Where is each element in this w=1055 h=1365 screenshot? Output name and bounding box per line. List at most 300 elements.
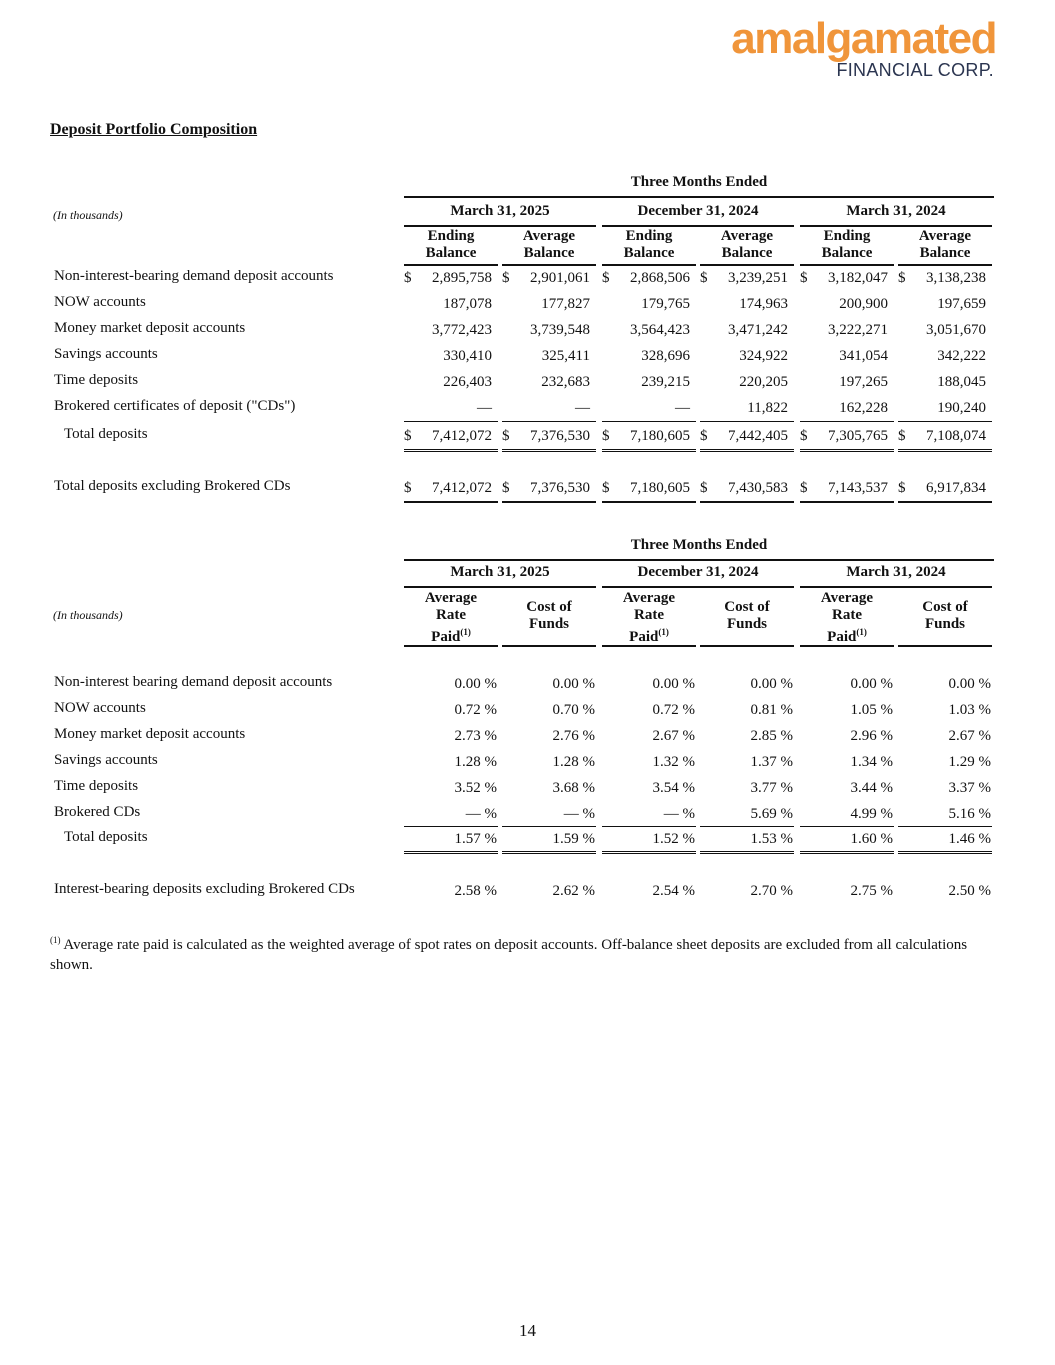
column-header-text: Average <box>918 228 972 244</box>
cell-value: 3,239,251 <box>728 270 788 286</box>
row-label: Savings accounts <box>54 752 158 768</box>
row-label: Interest-bearing deposits excluding Brokered CDs <box>54 881 355 897</box>
table-rule <box>602 449 696 454</box>
cell-value: 0.00 % <box>454 676 497 692</box>
cell-value: 239,215 <box>641 374 690 390</box>
currency-symbol: $ <box>700 480 708 496</box>
cell-value: 3.54 % <box>652 780 695 796</box>
column-header-line <box>700 616 794 633</box>
cell-value: 7,412,072 <box>432 428 492 444</box>
table-rule <box>800 586 992 588</box>
column-header-line <box>898 228 992 245</box>
table-rule <box>800 421 894 422</box>
cell-value: 177,827 <box>541 296 590 312</box>
column-header <box>502 228 596 262</box>
currency-symbol: $ <box>404 428 412 444</box>
company-logo <box>706 14 996 82</box>
table-cell <box>404 728 497 745</box>
logo-wordmark: amalgamated <box>731 14 996 63</box>
cell-value: — % <box>465 806 497 822</box>
table-cell <box>502 480 590 497</box>
cell-value: 1.53 % <box>750 831 793 847</box>
column-header-line <box>898 599 992 616</box>
table-cell <box>800 883 893 900</box>
column-header-text: Balance <box>425 245 477 261</box>
column-header-line <box>602 624 696 646</box>
table-cell <box>404 806 497 823</box>
table-cell <box>898 400 986 417</box>
cell-value: 7,180,605 <box>630 428 690 444</box>
period-header: Three Months Ended <box>630 174 768 190</box>
column-header-text: Balance <box>623 245 675 261</box>
currency-symbol: $ <box>602 270 610 286</box>
table-cell <box>898 296 986 313</box>
table-cell <box>800 831 893 848</box>
table-cell <box>404 831 497 848</box>
cell-value: 1.60 % <box>850 831 893 847</box>
table-rule <box>898 501 992 503</box>
table-cell <box>502 806 595 823</box>
table-cell <box>800 296 888 313</box>
cell-value: 2.85 % <box>750 728 793 744</box>
page-number: 14 <box>519 1321 536 1340</box>
table-cell <box>898 480 986 497</box>
table-cell <box>602 428 690 445</box>
table-cell <box>602 296 690 313</box>
cell-value: 330,410 <box>443 348 492 364</box>
row-label: Time deposits <box>54 778 139 794</box>
column-header-text: Paid <box>431 629 461 645</box>
column-header-line <box>800 245 894 262</box>
table-rule <box>898 826 992 827</box>
table-cell <box>502 728 595 745</box>
column-header-line <box>800 607 894 624</box>
table-cell <box>898 883 991 900</box>
period-group-header: December 31, 2024 <box>637 564 759 580</box>
table-rule <box>602 586 794 588</box>
table-cell <box>700 754 793 771</box>
table-rule <box>502 421 596 422</box>
table-cell <box>602 348 690 365</box>
column-header-line <box>502 228 596 245</box>
cell-value: 2.50 % <box>948 883 991 899</box>
table-cell <box>800 270 888 287</box>
table-cell <box>602 883 695 900</box>
table-cell <box>602 806 695 823</box>
cell-value: 190,240 <box>937 400 986 416</box>
table-cell <box>602 374 690 391</box>
table-cell <box>502 883 595 900</box>
column-header-line <box>800 624 894 646</box>
currency-symbol: $ <box>404 480 412 496</box>
table-cell <box>700 676 793 693</box>
table-cell <box>700 296 788 313</box>
column-header <box>404 228 498 262</box>
table-rule <box>898 851 992 856</box>
table-rule <box>800 501 894 503</box>
cell-value: 3,051,670 <box>926 322 986 338</box>
column-header-line <box>404 590 498 607</box>
currency-symbol: $ <box>700 270 708 286</box>
cell-value: 3,222,271 <box>828 322 888 338</box>
currency-symbol: $ <box>800 480 808 496</box>
cell-value: 1.29 % <box>948 754 991 770</box>
cell-value: — % <box>563 806 595 822</box>
table-cell <box>404 428 492 445</box>
cell-value: 0.72 % <box>454 702 497 718</box>
table-rule <box>700 851 794 856</box>
table-cell <box>502 348 590 365</box>
currency-symbol: $ <box>800 270 808 286</box>
table-cell <box>700 780 793 797</box>
cell-value: 3,471,242 <box>728 322 788 338</box>
footnote-marker: (1) <box>50 935 61 945</box>
table-cell <box>700 806 793 823</box>
currency-symbol: $ <box>502 428 510 444</box>
cell-value: 1.59 % <box>552 831 595 847</box>
row-label: Brokered CDs <box>54 804 141 820</box>
table-cell <box>404 883 497 900</box>
cell-value: 179,765 <box>641 296 690 312</box>
table-cell <box>602 676 695 693</box>
row-label: Brokered certificates of deposit ("CDs") <box>54 398 296 414</box>
table-cell <box>898 676 991 693</box>
row-label: Money market deposit accounts <box>54 726 246 742</box>
table-cell <box>602 322 690 339</box>
column-header-line <box>502 245 596 262</box>
table-rule <box>404 826 498 827</box>
column-header <box>800 228 894 262</box>
table-cell <box>898 780 991 797</box>
column-header <box>898 228 992 262</box>
column-header-line <box>898 245 992 262</box>
cell-value: 3,772,423 <box>432 322 492 338</box>
cell-value: 5.69 % <box>750 806 793 822</box>
cell-value: 3,182,047 <box>828 270 888 286</box>
cell-value: 200,900 <box>839 296 888 312</box>
column-header <box>700 228 794 262</box>
table-cell <box>502 754 595 771</box>
cell-value: 11,822 <box>747 400 788 416</box>
cell-value: 2,895,758 <box>432 270 492 286</box>
table-rule <box>404 196 994 198</box>
table-rule <box>898 264 992 266</box>
table-rule <box>800 851 894 856</box>
row-label: Time deposits <box>54 372 139 388</box>
table-cell <box>404 400 492 417</box>
table-cell <box>898 831 991 848</box>
cell-value: 1.05 % <box>850 702 893 718</box>
table-cell <box>502 296 590 313</box>
table-cell <box>602 480 690 497</box>
table-cell <box>800 780 893 797</box>
cell-value: 174,963 <box>739 296 788 312</box>
cell-value: 4.99 % <box>850 806 893 822</box>
cell-value: 6,917,834 <box>926 480 986 496</box>
cell-value: 2.67 % <box>948 728 991 744</box>
table-cell <box>800 374 888 391</box>
cell-value: 188,045 <box>937 374 986 390</box>
cell-value: 7,376,530 <box>530 480 590 496</box>
table-rule <box>404 559 994 561</box>
cell-value: 0.72 % <box>652 702 695 718</box>
table-cell <box>800 400 888 417</box>
cell-value: 2.96 % <box>850 728 893 744</box>
column-header-line <box>502 599 596 616</box>
table-rule <box>502 645 596 647</box>
cell-value: 2,901,061 <box>530 270 590 286</box>
table-cell <box>602 831 695 848</box>
table-cell <box>404 676 497 693</box>
column-header-line <box>502 616 596 633</box>
table-cell <box>800 728 893 745</box>
cell-value: 1.32 % <box>652 754 695 770</box>
cell-value: 7,430,583 <box>728 480 788 496</box>
footnote-text: Average rate paid is calculated as the weighted average of spot rates on deposit accounts. Off-balance sheet deposits are excluded from all calculations shown. <box>50 937 968 973</box>
cell-value: 7,108,074 <box>926 428 986 444</box>
column-header <box>404 590 498 646</box>
cell-value: 7,180,605 <box>630 480 690 496</box>
row-label: Total deposits excluding Brokered CDs <box>54 478 291 494</box>
table-cell <box>404 322 492 339</box>
table-cell <box>898 322 986 339</box>
column-header-text: Average <box>522 228 576 244</box>
row-label: Total deposits <box>64 829 148 845</box>
table-rule <box>700 501 794 503</box>
cell-value: 3.77 % <box>750 780 793 796</box>
table-cell <box>700 270 788 287</box>
table-cell <box>898 374 986 391</box>
table-cell <box>502 676 595 693</box>
table-rule <box>502 851 596 856</box>
table-cell <box>800 754 893 771</box>
row-label: Money market deposit accounts <box>54 320 246 336</box>
cell-value: 2,868,506 <box>630 270 690 286</box>
cell-value: 1.57 % <box>454 831 497 847</box>
column-header-line <box>404 245 498 262</box>
units-label: (In thousands) <box>53 608 123 622</box>
currency-symbol: $ <box>502 480 510 496</box>
table-rule <box>404 449 498 454</box>
table-rule <box>502 501 596 503</box>
cell-value: 0.00 % <box>652 676 695 692</box>
table-cell <box>800 480 888 497</box>
table-cell <box>404 780 497 797</box>
table-cell <box>502 400 590 417</box>
column-header-text: Rate <box>634 607 664 623</box>
footnote <box>50 930 980 975</box>
table-cell <box>700 831 793 848</box>
table-rule <box>700 449 794 454</box>
table-cell <box>700 728 793 745</box>
table-cell <box>898 754 991 771</box>
table-rule <box>502 264 596 266</box>
table-rule <box>800 645 894 647</box>
cell-value: 1.46 % <box>948 831 991 847</box>
cell-value: 324,922 <box>739 348 788 364</box>
table-cell <box>700 428 788 445</box>
table-cell <box>700 348 788 365</box>
table-rule <box>602 501 696 503</box>
column-header-text: Cost of <box>526 599 572 615</box>
table-rule <box>602 225 794 227</box>
cell-value: 3.68 % <box>552 780 595 796</box>
column-header <box>898 599 992 633</box>
currency-symbol: $ <box>700 428 708 444</box>
cell-value: 328,696 <box>641 348 690 364</box>
table-rule <box>700 826 794 827</box>
cell-value: 3.52 % <box>454 780 497 796</box>
period-group-header: March 31, 2024 <box>846 203 946 219</box>
cell-value: 3,564,423 <box>630 322 690 338</box>
column-header-text: Funds <box>726 616 768 632</box>
table-rule <box>602 851 696 856</box>
row-label: Non-interest-bearing demand deposit accounts <box>54 268 334 284</box>
column-header-text: Funds <box>528 616 570 632</box>
table-cell <box>800 702 893 719</box>
currency-symbol: $ <box>800 428 808 444</box>
table-cell <box>502 374 590 391</box>
currency-symbol: $ <box>898 428 906 444</box>
column-header-text: Rate <box>436 607 466 623</box>
period-group-header: March 31, 2025 <box>450 203 550 219</box>
table-cell <box>700 883 793 900</box>
cell-value: 3.37 % <box>948 780 991 796</box>
column-header-line <box>700 245 794 262</box>
column-header <box>700 599 794 633</box>
table-cell <box>404 270 492 287</box>
table-cell <box>502 428 590 445</box>
table-cell <box>700 374 788 391</box>
table-rule <box>404 645 498 647</box>
table-cell <box>800 348 888 365</box>
cell-value: 1.52 % <box>652 831 695 847</box>
cell-value: 7,442,405 <box>728 428 788 444</box>
table-cell <box>602 270 690 287</box>
cell-value: 0.00 % <box>552 676 595 692</box>
table-cell <box>404 296 492 313</box>
table-cell <box>602 754 695 771</box>
cell-value: 2.58 % <box>454 883 497 899</box>
table-rule <box>700 421 794 422</box>
table-rule <box>404 586 596 588</box>
cell-value: 0.81 % <box>750 702 793 718</box>
cell-value: 197,265 <box>839 374 888 390</box>
column-header-line <box>404 228 498 245</box>
table-cell <box>404 374 492 391</box>
cell-value: 162,228 <box>839 400 888 416</box>
cell-value: 1.03 % <box>948 702 991 718</box>
table-cell <box>404 702 497 719</box>
column-header-line <box>602 228 696 245</box>
logo-subtitle: FINANCIAL CORP. <box>836 60 994 80</box>
column-header-text: Rate <box>832 607 862 623</box>
currency-symbol: $ <box>404 270 412 286</box>
column-header-line <box>602 590 696 607</box>
cell-value: — <box>675 400 690 416</box>
column-header-text: Average <box>622 590 676 606</box>
table-rule <box>602 264 696 266</box>
table-cell <box>404 480 492 497</box>
cell-value: 3.44 % <box>850 780 893 796</box>
column-header-text: Balance <box>721 245 773 261</box>
cell-value: 2.75 % <box>850 883 893 899</box>
row-label: Total deposits <box>64 426 148 442</box>
table-cell <box>502 831 595 848</box>
units-label: (In thousands) <box>53 208 123 222</box>
footnote-ref: (1) <box>856 627 867 637</box>
row-label: Non-interest bearing demand deposit accounts <box>54 674 333 690</box>
cell-value: — <box>477 400 492 416</box>
cell-value: 1.28 % <box>454 754 497 770</box>
currency-symbol: $ <box>898 480 906 496</box>
table-cell <box>898 270 986 287</box>
cell-value: 2.70 % <box>750 883 793 899</box>
table-cell <box>898 428 986 445</box>
cell-value: 226,403 <box>443 374 492 390</box>
cell-value: 7,376,530 <box>530 428 590 444</box>
table-cell <box>700 400 788 417</box>
cell-value: 232,683 <box>541 374 590 390</box>
column-header-text: Paid <box>629 629 659 645</box>
table-cell <box>800 322 888 339</box>
table-rule <box>700 645 794 647</box>
cell-value: 2.67 % <box>652 728 695 744</box>
column-header-line <box>700 228 794 245</box>
column-header <box>602 228 696 262</box>
cell-value: 341,054 <box>839 348 888 364</box>
table-cell <box>502 702 595 719</box>
table-rule <box>898 645 992 647</box>
period-header: Three Months Ended <box>630 537 768 553</box>
cell-value: 7,143,537 <box>828 480 888 496</box>
table-rule <box>700 264 794 266</box>
currency-symbol: $ <box>898 270 906 286</box>
cell-value: — <box>575 400 590 416</box>
table-rule <box>602 826 696 827</box>
column-header-text: Average <box>720 228 774 244</box>
cell-value: 0.00 % <box>750 676 793 692</box>
table-rule <box>404 264 498 266</box>
column-header-line <box>404 607 498 624</box>
table-rule <box>800 449 894 454</box>
column-header-line <box>602 607 696 624</box>
cell-value: 3,739,548 <box>530 322 590 338</box>
table-cell <box>502 270 590 287</box>
column-header-text: Average <box>820 590 874 606</box>
column-header-text: Ending <box>427 228 475 244</box>
table-cell <box>898 702 991 719</box>
column-header-text: Ending <box>823 228 871 244</box>
cell-value: 5.16 % <box>948 806 991 822</box>
column-header-text: Cost of <box>724 599 770 615</box>
table-rule <box>502 449 596 454</box>
cell-value: 0.00 % <box>948 676 991 692</box>
column-header <box>502 599 596 633</box>
table-rule <box>602 645 696 647</box>
column-header-text: Paid <box>827 629 857 645</box>
column-header-line <box>800 228 894 245</box>
cell-value: 2.62 % <box>552 883 595 899</box>
cell-value: 0.70 % <box>552 702 595 718</box>
cell-value: 1.34 % <box>850 754 893 770</box>
table-rule <box>898 449 992 454</box>
column-header-text: Ending <box>625 228 673 244</box>
table-rule <box>800 225 992 227</box>
table-rule <box>404 851 498 856</box>
row-label: NOW accounts <box>54 700 146 716</box>
table-cell <box>502 780 595 797</box>
